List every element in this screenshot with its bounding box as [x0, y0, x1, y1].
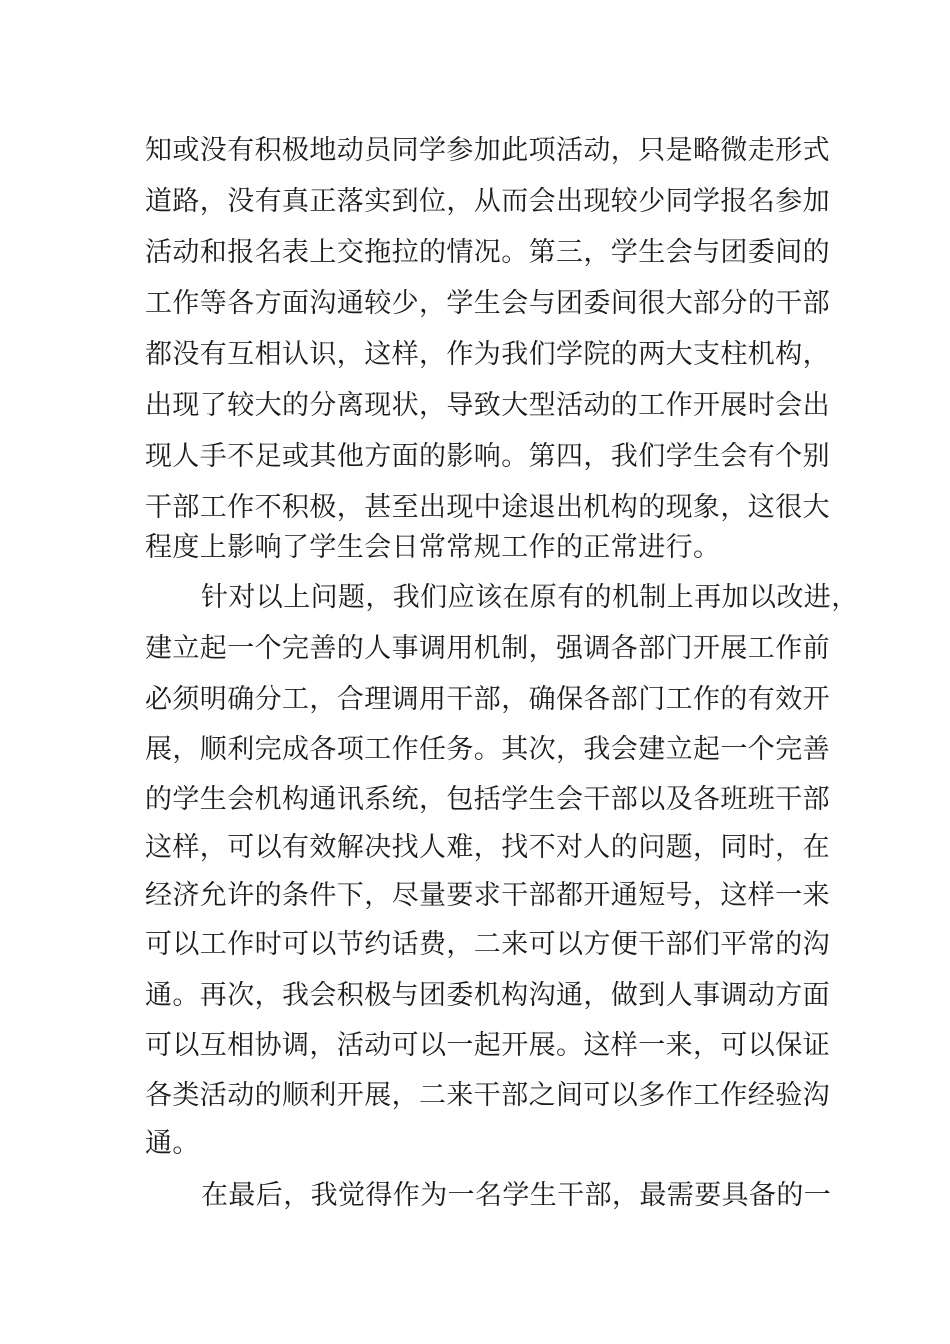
text-line: 活动和报名表上交拖拉的情况。第三，学生会与团委间的	[145, 237, 830, 268]
text-line: 程度上影响了学生会日常常规工作的正常进行。	[145, 532, 721, 563]
text-line: 的学生会机构通讯系统，包括学生会干部以及各班班干部	[145, 784, 830, 815]
text-line: 知或没有积极地动员同学参加此项活动，只是略微走形式	[145, 135, 830, 166]
paragraph-first-line: 针对以上问题，我们应该在原有的机制上再加以改进，	[201, 582, 859, 613]
text-line: 都没有互相认识，这样，作为我们学院的两大支柱机构，	[145, 339, 830, 370]
text-line: 各类活动的顺利开展，二来干部之间可以多作工作经验沟	[145, 1080, 830, 1111]
text-line: 道路，没有真正落实到位，从而会出现较少同学报名参加	[145, 186, 830, 217]
text-line: 经济允许的条件下，尽量要求干部都开通短号，这样一来	[145, 880, 830, 911]
text-line: 可以互相协调，活动可以一起开展。这样一来，可以保证	[145, 1030, 830, 1061]
text-line: 必须明确分工，合理调用干部，确保各部门工作的有效开	[145, 684, 830, 715]
text-line: 工作等各方面沟通较少，学生会与团委间很大部分的干部	[145, 288, 830, 319]
text-line: 干部工作不积极，甚至出现中途退出机构的现象，这很大	[145, 492, 830, 523]
text-line: 现人手不足或其他方面的影响。第四，我们学生会有个别	[145, 441, 830, 472]
text-line: 可以工作时可以节约话费，二来可以方便干部们平常的沟	[145, 929, 830, 960]
text-line: 这样，可以有效解决找人难，找不对人的问题，同时，在	[145, 832, 830, 863]
paragraph-first-line: 在最后，我觉得作为一名学生干部，最需要具备的一	[201, 1180, 832, 1211]
text-line: 通。	[145, 1128, 200, 1159]
text-line: 通。再次，我会积极与团委机构沟通，做到人事调动方面	[145, 980, 830, 1011]
text-line: 建立起一个完善的人事调用机制，强调各部门开展工作前	[145, 633, 830, 664]
text-line: 出现了较大的分离现状，导致大型活动的工作开展时会出	[145, 390, 830, 421]
text-line: 展，顺利完成各项工作任务。其次，我会建立起一个完善	[145, 734, 830, 765]
